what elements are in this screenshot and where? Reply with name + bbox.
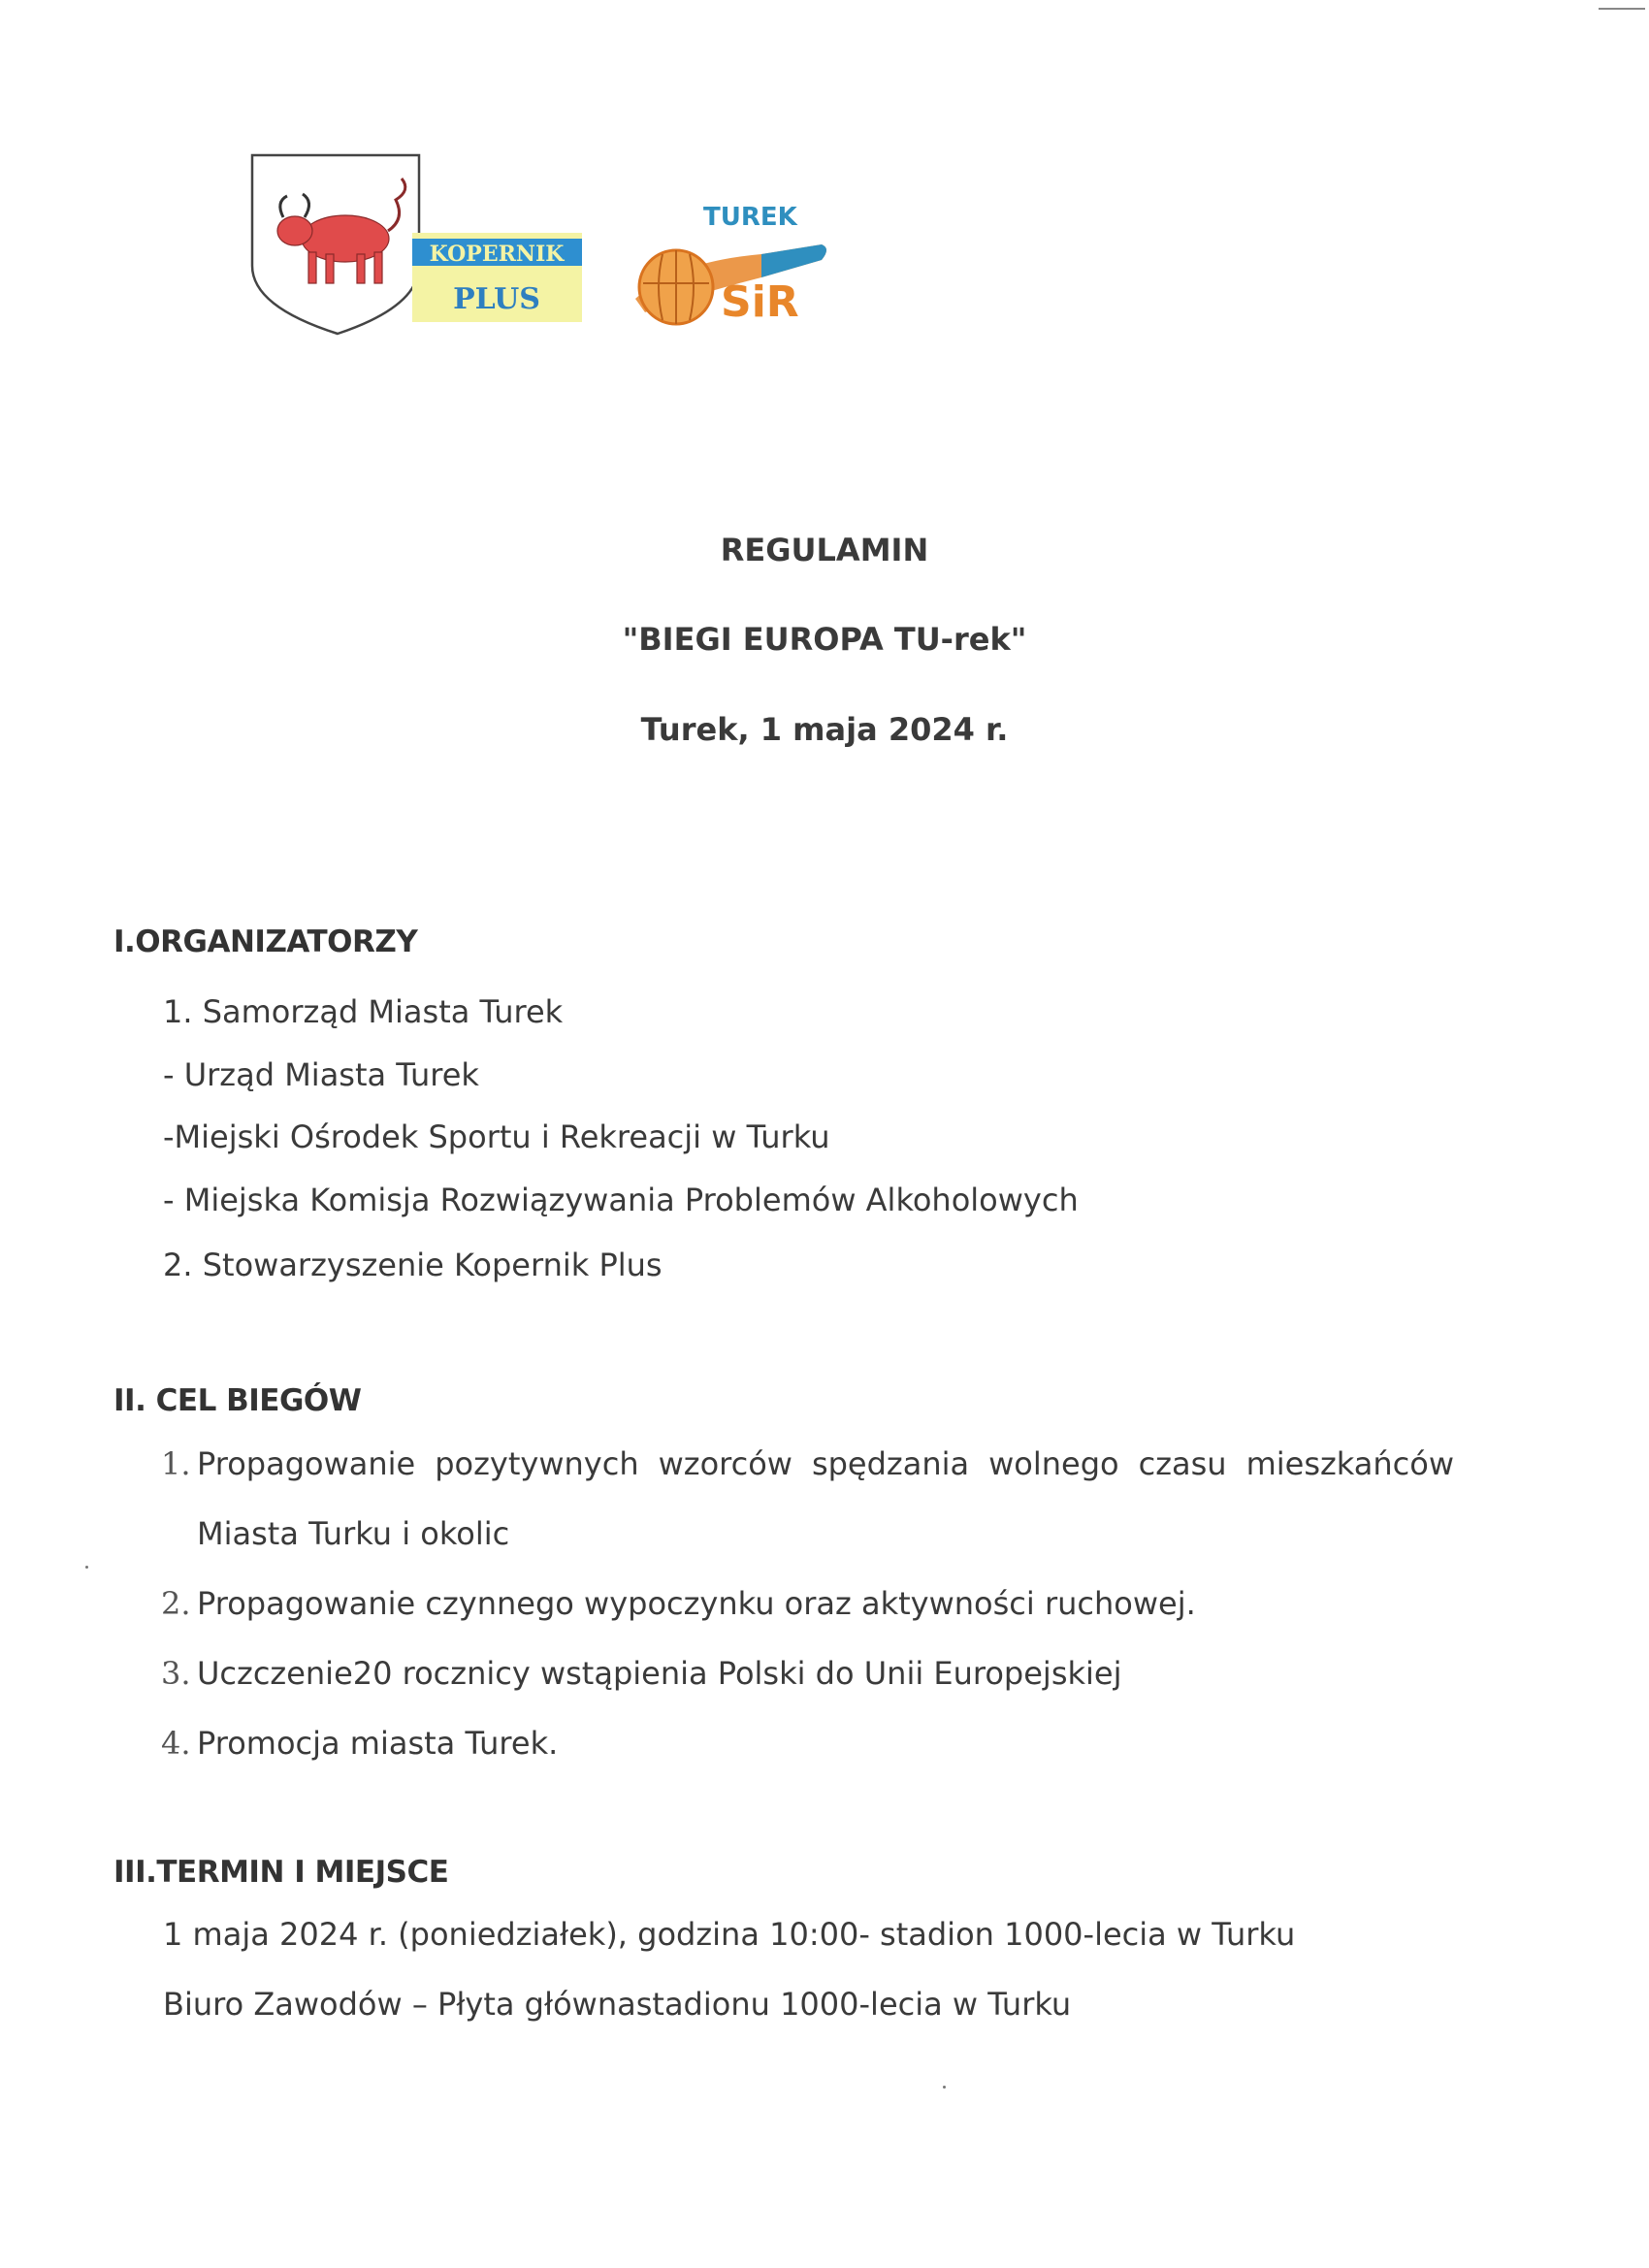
kopernik-plus-logo xyxy=(412,233,582,322)
paragraph-line: 1 maja 2024 r. (poniedziałek), godzina 10:00- stadion 1000-lecia w Turku xyxy=(163,1916,1296,1953)
list-item: 2. Stowarzyszenie Kopernik Plus xyxy=(163,1247,663,1283)
plus-text: PLUS xyxy=(453,282,540,316)
list-item: Propagowanie pozytywnych wzorców spędzania wolnego czasu mieszkańców xyxy=(197,1445,1454,1482)
list-item: Promocja miasta Turek. xyxy=(197,1725,559,1762)
list-item: Uczczenie20 rocznicy wstąpienia Polski do Unii Europejskiej xyxy=(197,1655,1122,1692)
osir-turek-text: TUREK xyxy=(703,203,797,232)
turek-coat-of-arms-logo xyxy=(248,151,423,336)
list-number: 1. xyxy=(161,1445,191,1482)
list-item: - Urząd Miasta Turek xyxy=(163,1056,479,1093)
scan-speck xyxy=(85,1566,88,1569)
list-item: -Miejski Ośrodek Sportu i Rekreacji w Turku xyxy=(163,1118,830,1155)
list-number: 3. xyxy=(161,1655,191,1692)
section-heading-date-place: III.TERMIN I MIEJSCE xyxy=(113,1855,449,1890)
event-date: Turek, 1 maja 2024 r. xyxy=(640,711,1009,748)
list-item: - Miejska Komisja Rozwiązywania Problemów Alkoholowych xyxy=(163,1182,1079,1218)
list-number: 4. xyxy=(161,1725,191,1762)
list-item: 1. Samorząd Miasta Turek xyxy=(163,993,564,1030)
osir-sir-text: SiR xyxy=(721,277,799,327)
section-heading-organizers: I.ORGANIZATORZY xyxy=(113,924,418,959)
list-item: Propagowanie czynnego wypoczynku oraz aktywności ruchowej. xyxy=(197,1585,1196,1622)
logo-bar xyxy=(242,146,844,330)
section-heading-goals: II. CEL BIEGÓW xyxy=(113,1383,362,1418)
document-title: REGULAMIN xyxy=(720,532,929,568)
osir-turek-logo xyxy=(616,194,839,330)
scan-mark xyxy=(1599,8,1645,10)
list-item-continuation: Miasta Turku i okolic xyxy=(197,1515,510,1552)
list-number: 2. xyxy=(161,1585,191,1622)
event-name: "BIEGI EUROPA TU-rek" xyxy=(622,621,1027,658)
scan-speck xyxy=(943,2086,946,2089)
paragraph-line: Biuro Zawodów – Płyta głównastadionu 1000-lecia w Turku xyxy=(163,1986,1072,2023)
kopernik-text: KOPERNIK xyxy=(429,242,565,267)
